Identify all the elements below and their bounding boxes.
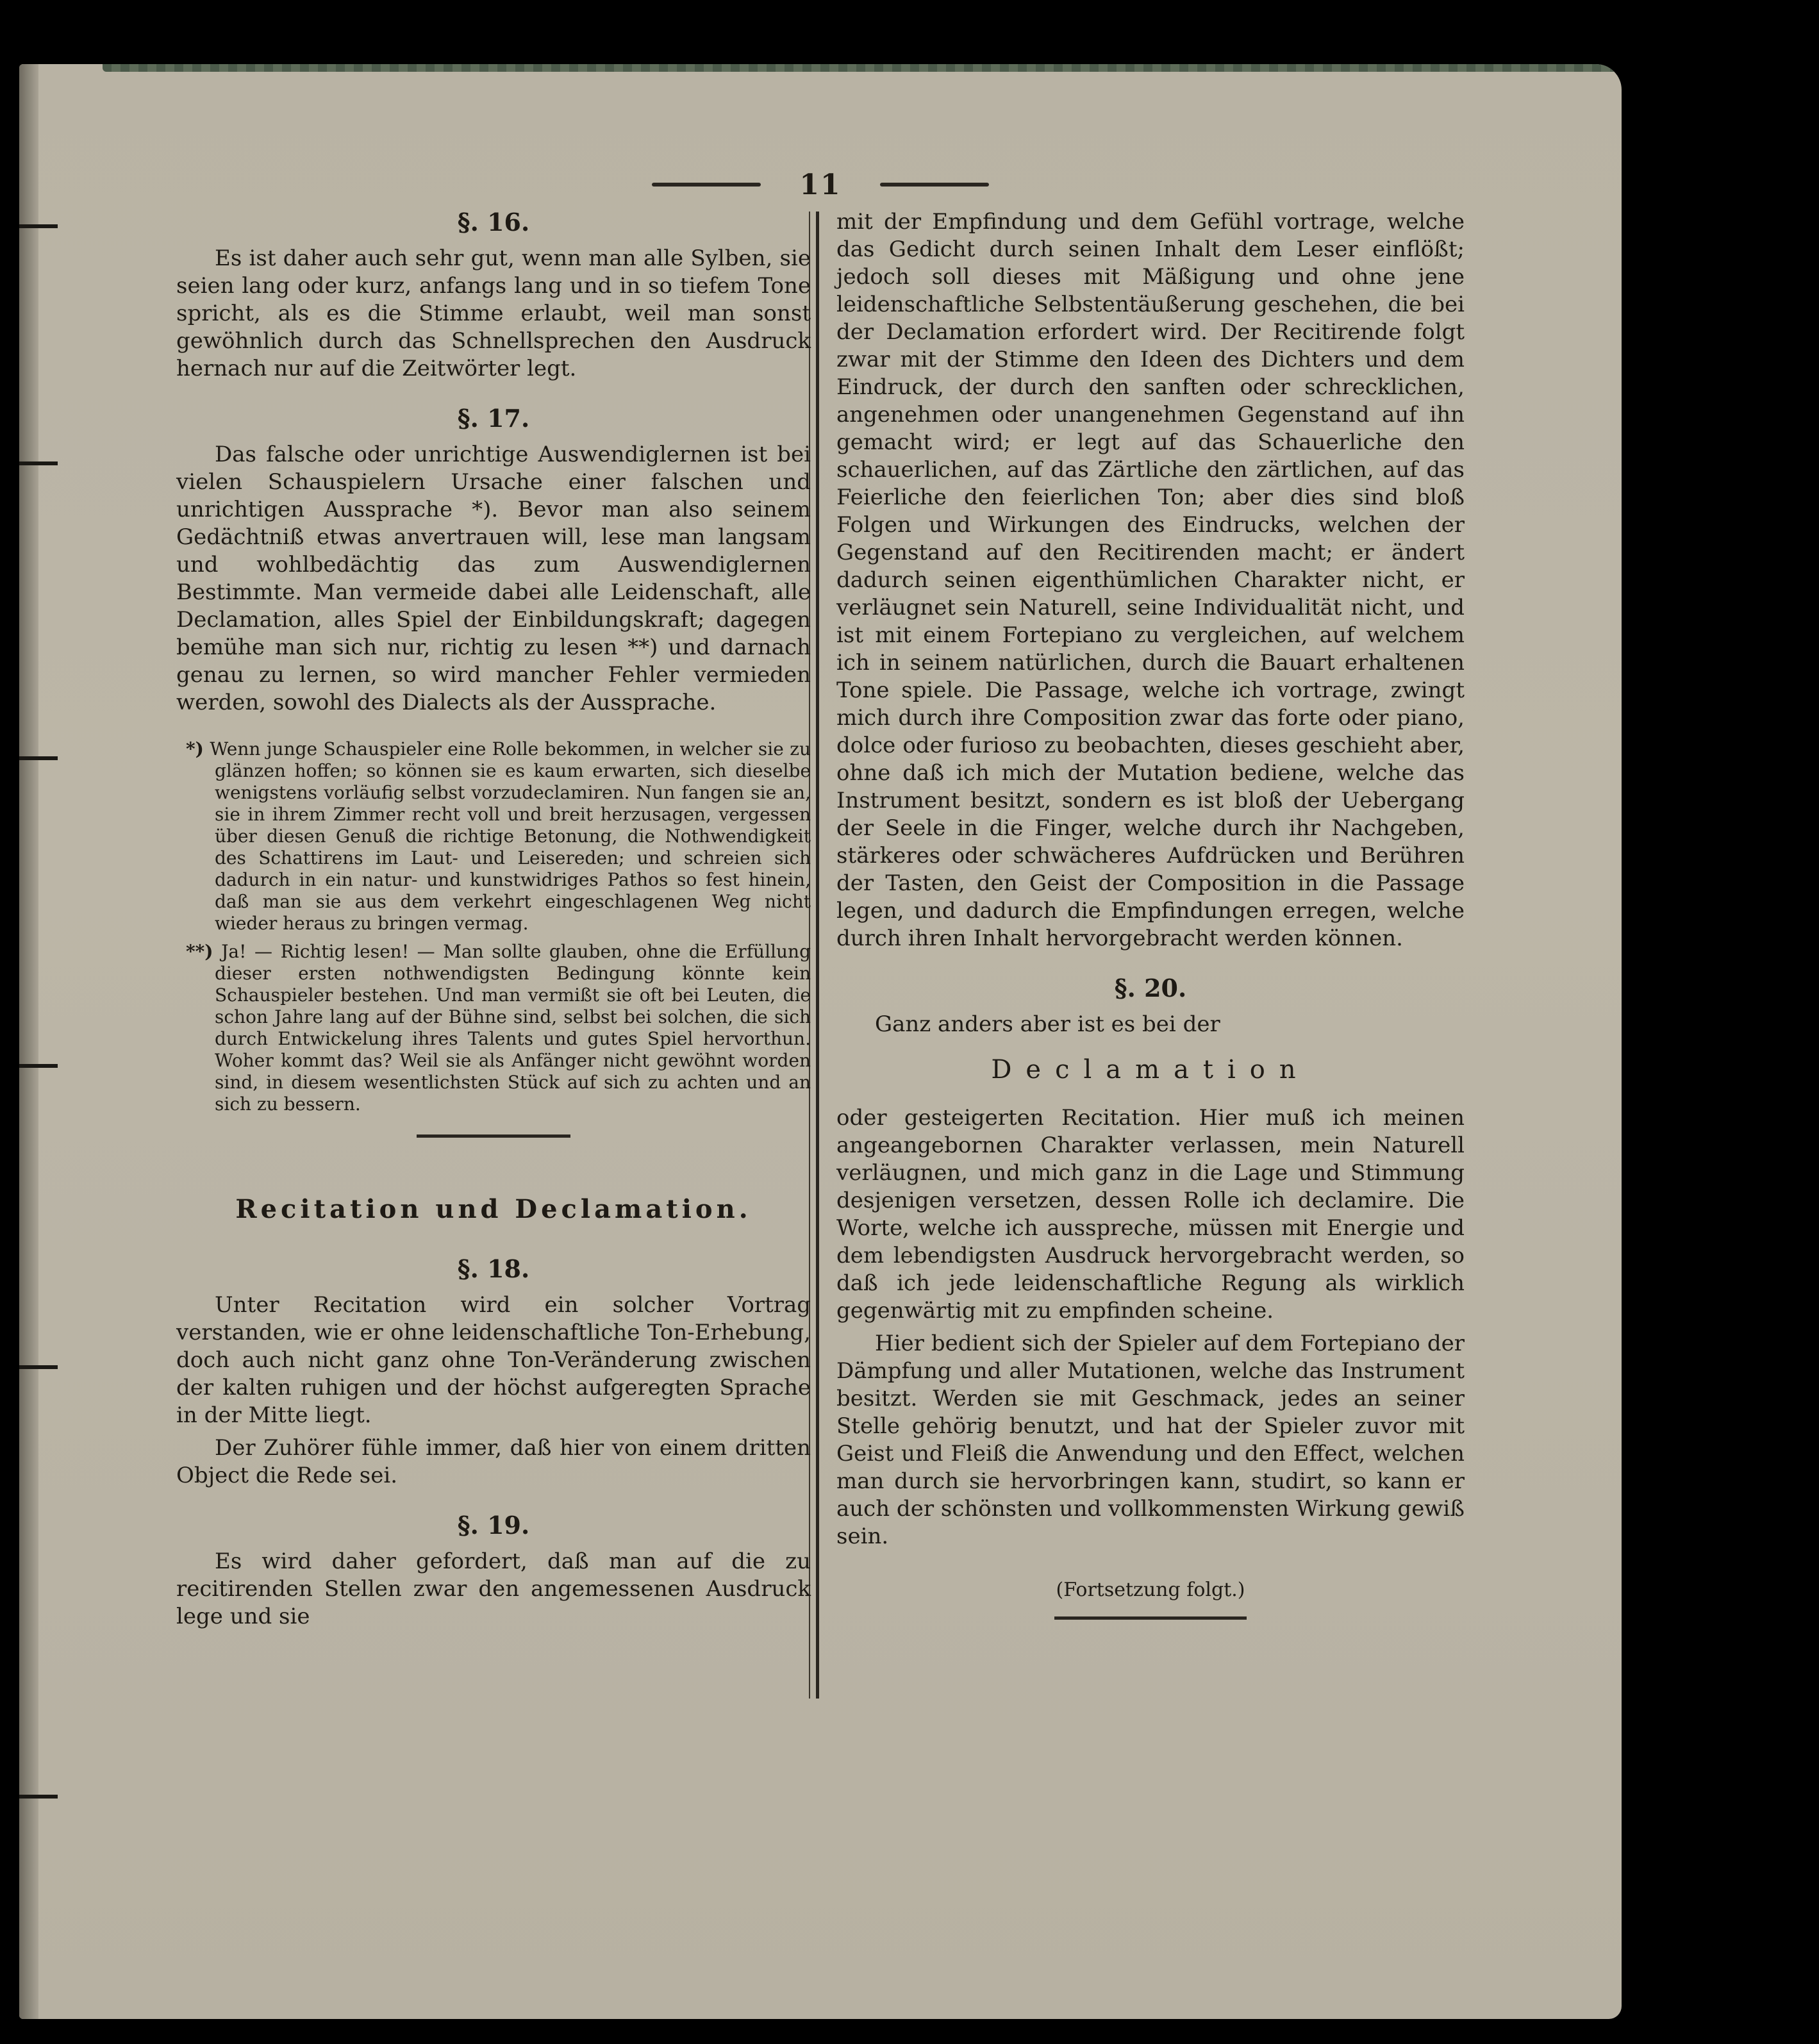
declamation-heading: Declamation xyxy=(991,1055,1310,1084)
end-rule xyxy=(1054,1616,1247,1620)
continued-note: (Fortsetzung folgt.) xyxy=(1056,1579,1245,1601)
footnote-1-text: Wenn junge Schauspieler eine Rolle bekommen, in welcher sie zu glänzen hoffen; so können sie es kaum erwarten, sich dieselbe wenigstens vorläufig selbst vorzudeclamiren. Nun fangen sie an, sie in ihrem Zimmer recht voll und breit herzusagen, vergessen über diesen Genuß die richtige Betonung, die Nothwendigkeit des Schattirens im Laut- und Leisereden; und schreien sich dadurch in ein natur- und kunstwidriges Pathos so fest hinein, daß man sie aus dem verkehrt eingeschlagenen Weg nicht wieder heraus zu bringen vermag. xyxy=(210,738,811,934)
page-number-rule-left xyxy=(652,183,761,187)
column-divider xyxy=(816,212,819,1699)
section-18-text-2: Der Zuhörer fühle immer, daß hier von einem dritten Object die Rede sei. xyxy=(176,1435,811,1488)
footnote-1 xyxy=(176,738,811,935)
section-20-text-2: Hier bedient sich der Spieler auf dem Fortepiano der Dämpfung und aller Mutationen, welche das Instrument besitzt. Werden sie mit Geschmack, jedes an seiner Stelle gehörig benutzt, und hat der Spieler zuvor mit Geist und Fleiß die Anwendung und den Effect, welchen man durch sie hervorbringen kann, studirt, so kann er auch der schönsten und vollkommensten Wirkung gewiß sein. xyxy=(836,1331,1465,1549)
section-17-title: §. 17. xyxy=(457,404,530,433)
section-20-title: §. 20. xyxy=(1114,974,1187,1002)
left-column xyxy=(176,208,811,1636)
page-number-row xyxy=(635,165,1006,204)
section-19-title: §. 19. xyxy=(457,1511,530,1540)
section-16-text: Es ist daher auch sehr gut, wenn man alle Sylben, sie seien lang oder kurz, anfangs lang und in so tiefem Tone spricht, als es die Stimme erlaubt, weil man sonst gewöhnlich durch das Schnellsprechen den Ausdruck hernach nur auf die Zeitwörter legt. xyxy=(176,245,811,381)
page-number-rule-right xyxy=(880,183,989,187)
footnote-2-text: Ja! — Richtig lesen! — Man sollte glauben, ohne die Erfüllung dieser ersten nothwendigsten Bedingung könnte kein Schauspieler bestehen. Und man vermißt sie oft bei Leuten, die schon Jahre lang auf der Bühne sind, selbst bei solchen, die sich durch Entwickelung ihres Talents und gutes Spiel hervorthun. Woher kommt das? Weil sie als Anfänger nicht gewöhnt worden sind, in diesem wesentlichsten Stück auf sich zu achten und an sich zu bessern. xyxy=(215,941,811,1115)
top-binding-band xyxy=(103,64,1622,72)
section-20-text-1: oder gesteigerten Recitation. Hier muß ich meinen angeangebornen Charakter verlassen, mein Naturell verläugnen, und mich ganz in die Lage und Stimmung desjenigen versetzen, dessen Rolle ich declamire. Die Worte, welche ich ausspreche, müssen mit Energie und dem lebendigsten Ausdruck hervorgebracht werden, so daß ich jede leidenschaftliche Regung als wirklich gegenwärtig mit zu empfinden scheine. xyxy=(836,1105,1465,1324)
section-19-text: Es wird daher gefordert, daß man auf die zu recitirenden Stellen zwar den angemessenen Ausdruck lege und sie xyxy=(176,1549,811,1629)
chapter-heading: Recitation und Declamation. xyxy=(235,1194,752,1224)
page-gutter xyxy=(19,64,38,2019)
section-18-text-1: Unter Recitation wird ein solcher Vortrag verstanden, wie er ohne leidenschaftliche Ton-Erhebung, doch auch nicht ganz ohne Ton-Veränderung zwischen der kalten ruhigen und der höchst aufgeregten Sprache in der Mitte liegt. xyxy=(176,1292,811,1428)
section-17-text: Das falsche oder unrichtige Auswendiglernen ist bei vielen Schauspielern Ursache einer falschen und unrichtigen Aussprache *). Bevor man also seinem Gedächtniß etwas anvertrauen will, lese man langsam und wohlbedächtig das zum Auswendiglernen Bestimmte. Man vermeide dabei alle Leidenschaft, alle Declamation, alles Spiel der Einbildungskraft; dagegen bemühe man sich nur, richtig zu lesen **) und darnach genau zu lernen, so wird mancher Fehler vermieden werden, sowohl des Dialects als der Aussprache. xyxy=(176,442,811,715)
right-column xyxy=(836,208,1465,1620)
spine-stitch xyxy=(19,461,58,465)
footnote-2-mark: **) xyxy=(186,941,213,962)
spine-stitch xyxy=(19,1795,58,1799)
continued-text: mit der Empfindung und dem Gefühl vortrage, welche das Gedicht durch seinen Inhalt dem Leser einflößt; jedoch soll dieses mit Mäßigung und ohne jene leidenschaftliche Selbstentäußerung geschehen, die bei der Declamation erfordert wird. Der Recitirende folgt zwar mit der Stimme den Ideen des Dichters und dem Eindruck, der durch den sanften oder schrecklichen, angenehmen oder unangenehmen Gegenstand auf ihn gemacht wird; er legt auf das Schauerliche den schauerlichen, auf das Zärtliche den zärtlichen, auf das Feierliche den feierlichen Ton; aber dies sind bloß Folgen und Wirkungen des Eindrucks, welchen der Gegenstand auf den Recitirenden macht; er ändert dadurch seinen eigenthümlichen Charakter nicht, er verläugnet sein Naturell, seine Individualität nicht, und ist mit einem Fortepiano zu vergleichen, auf welchem ich in seinem natürlichen, durch die Bauart erhaltenen Tone spiele. Die Passage, welche ich vortrage, zwingt mich durch ihre Composition zwar das forte oder piano, dolce oder furioso zu beobachten, dieses geschieht aber, ohne daß ich mich der Mutation bediene, welche das Instrument besitzt, sondern es ist bloß der Uebergang der Seele in die Finger, welche durch ihr Nachgeben, stärkeres oder schwächeres Aufdrücken und Berühren der Tasten, den Geist der Composition in die Passage legen, und dadurch die Empfindungen erregen, welche durch ihren Inhalt hervorgebracht werden können. xyxy=(836,209,1465,951)
spine-stitch xyxy=(19,756,58,760)
footnote-end-rule xyxy=(417,1134,570,1138)
section-16-title: §. 16. xyxy=(457,208,530,237)
spine-stitch xyxy=(19,224,58,228)
page-number: 11 xyxy=(799,168,842,201)
section-20-intro: Ganz anders aber ist es bei der xyxy=(875,1011,1220,1037)
spine-stitch xyxy=(19,1365,58,1369)
spine-stitch xyxy=(19,1064,58,1068)
section-18-title: §. 18. xyxy=(457,1254,530,1283)
footnote-1-mark: *) xyxy=(186,738,204,760)
footnote-2 xyxy=(176,941,811,1115)
